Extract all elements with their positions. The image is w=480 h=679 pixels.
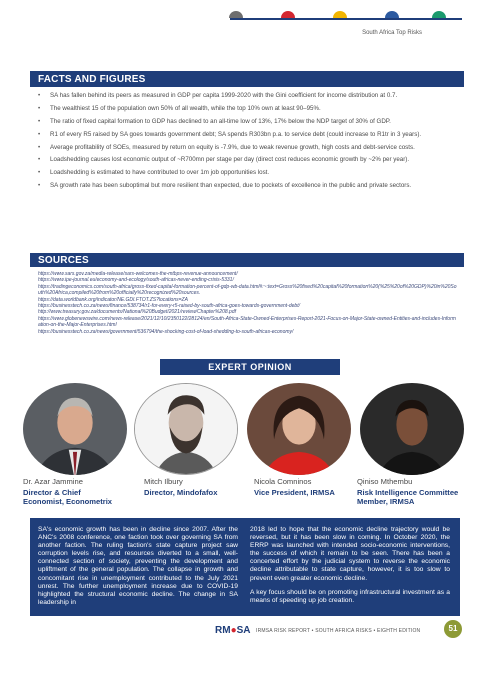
fact-item: • Loadshedding causes lost economic output of ~R700mn per stage per day (direct cost reduces economic growth by ~2% per year). [38, 156, 458, 164]
page-number-badge: 51 [444, 620, 462, 638]
expert-name: Nicola Comninos [254, 477, 312, 486]
expert-photo-comninos [247, 383, 351, 475]
running-head: South Africa Top Risks [362, 30, 422, 36]
irmsa-logo: RM●SA [215, 625, 251, 636]
fact-item: • The wealthiest 15 of the population own 50% of all wealth, while the top 10% own at least 90–95%. [38, 105, 458, 113]
logo-mark-icon: ● [230, 625, 237, 636]
expert-title: Risk Intelligence Committee Member, IRMSA [357, 488, 459, 507]
expert-opinion-panel [30, 518, 460, 616]
source-link[interactable]: https://www.sars.gov.za/media-release/sars-welcomes-the-mtbps-revenue-announcement/ [38, 271, 238, 277]
opinion-column-left: SA's economic growth has been in decline since 2007. After the ANC's 2008 conference, one faction took over governing SA from another faction. The ruling faction's state capture project saw corruption levels rise, and resources diverted to a small, well-connected section of society, preventing the development and upliftment of the general population. The collapse in growth and concomitant rise in unemployment contributed to the July 2021 unrest. The further unemployment increase due to COVID-19 highlighted the structural economic decline. The change in SA leadership in [38, 526, 238, 606]
source-link[interactable]: https://www.globenewswire.com/news-release/2021/12/10/2350122/28124/en/South-Africa-State-Owned-Enterprises-Report-2021-Focus-on-Major-State-owned-Entities-and-includes-Information-on-the-Major-Enterprises.html [38, 315, 456, 329]
source-link[interactable]: https://tradingeconomics.com/south-africa/gross-fixed-capital-formation-percent-of-gdp-wb-data.html#:~:text=Gross%20fixed%20capital%20formation%20(%25%20of%20GDP)%20in%20South%20Africa,compiled%20from%20officially%20recognized%20sources. [38, 283, 457, 297]
opinion-column-right: 2018 led to hope that the economic decline trajectory would be reversed, but it has been slow in coming. In October 2020, the ERRP was launched with intended socio-economic interventions, the success of which it remain to be seen. There has been a concerted effort by the judicial system to reverse the economic decline attributable to state capture, however, it is too slow to prevent even greater economic decline. A key focus should be on promoting infrastructural investment as a means of speeding up job creation. [250, 526, 450, 604]
expert-photo-jammine [23, 383, 127, 475]
expert-photo-ilbury [134, 383, 238, 475]
expert-opinion-heading: EXPERT OPINION [160, 359, 340, 375]
expert-title: Vice President, IRMSA [254, 488, 335, 497]
source-link[interactable]: https://businesstech.co.za/news/government/536794/the-shocking-cost-of-load-shedding-to-south-africas-economy/ [38, 328, 294, 335]
expert-photo-mthembu [360, 383, 464, 475]
footer-text: IRMSA RISK REPORT • SOUTH AFRICA RISKS • EIGHTH EDITION [256, 628, 421, 634]
source-link[interactable]: https://businesstech.co.za/news/finance/538734/r1-for-every-r5-raised-by-south-africa-goes-towards-government-debt/ [38, 303, 300, 310]
fact-item: • The ratio of fixed capital formation to GDP has declined to an all-time low of 13%, 17% below the NDP target of 30% of GDP. [38, 118, 458, 126]
expert-name: Dr. Azar Jammine [23, 477, 83, 486]
expert-title: Director, Mindofafox [144, 488, 218, 497]
expert-name: Mitch Ilbury [144, 477, 183, 486]
source-link[interactable]: http://www.treasury.gov.za/documents/National%20Budget/2021/review/Chapter%208.pdf [38, 309, 236, 316]
facts-list [38, 92, 458, 195]
source-link[interactable]: https://data.worldbank.org/indicator/NE.GDI.FTOT.ZS?locations=ZA [38, 296, 188, 303]
fact-item: • Loadshedding is estimated to have contributed to over 1m job opportunities lost. [38, 169, 458, 177]
sources-heading: SOURCES [30, 253, 464, 267]
expert-title: Director & Chief Economist, Econometrix [23, 488, 113, 507]
expert-name: Qiniso Mthembu [357, 477, 413, 486]
fact-item: • SA has fallen behind its peers as measured in GDP per capita 1999-2020 with the Gini coefficient for income distribution at 0.7. [38, 92, 458, 100]
top-rule [230, 18, 462, 20]
sources-list [38, 271, 458, 335]
fact-item: • SA growth rate has been suboptimal but more resilient than expected, due to pockets of excellence in the public and private sectors. [38, 182, 458, 190]
fact-item: • R1 of every R5 raised by SA goes towards government debt; SA spends R303bn p.a. to service debt (could increase to R1tr in 3 years). [38, 131, 458, 139]
source-link[interactable]: https://www.ipe-journal.eu/economy-and-ecology/south-africas-never-ending-crisis-5331/ [38, 277, 234, 284]
fact-item: • Average profitability of SOEs, measured by return on equity is -7.9%, due to weak revenue growth, high costs and debt-service costs. [38, 144, 458, 152]
top-decoration [0, 0, 480, 70]
facts-heading: FACTS AND FIGURES [30, 71, 464, 87]
